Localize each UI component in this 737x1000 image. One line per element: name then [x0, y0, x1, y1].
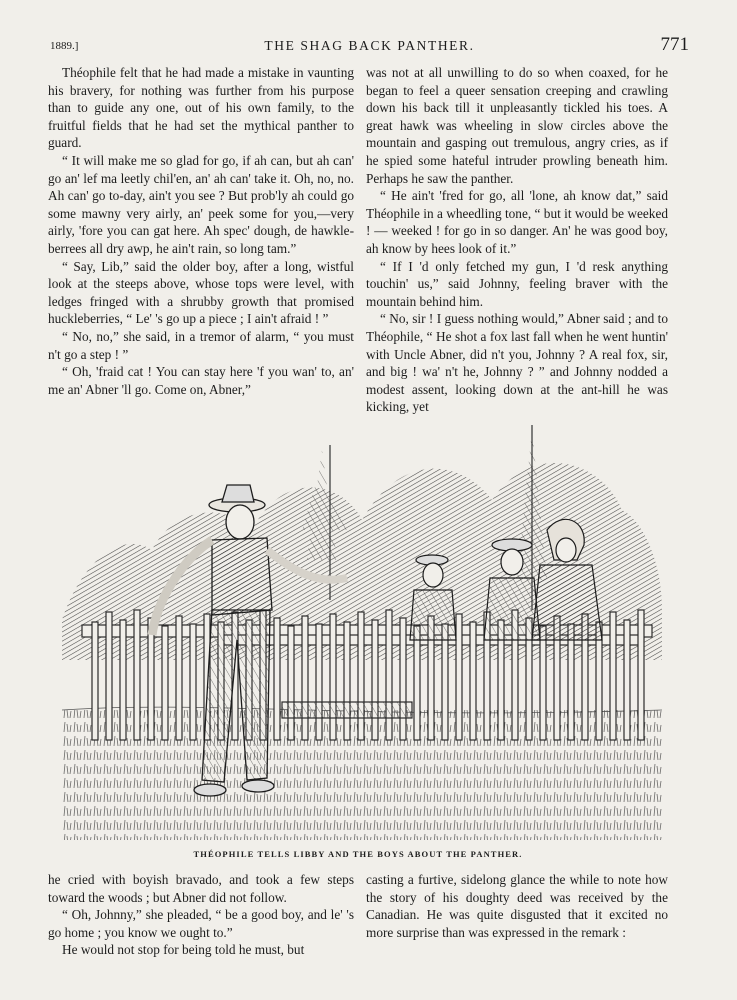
engraving-illustration [62, 410, 662, 840]
illustration-caption: THÉOPHILE TELLS LIBBY AND THE BOYS ABOUT THE PANTHER. [193, 849, 523, 859]
column-top-left [48, 64, 354, 398]
header-title: THE SHAG BACK PANTHER. [264, 38, 475, 53]
paragraph: “ No, sir ! I guess nothing would,” Abner said ; and to Théophile, “ He shot a fox last fall when he went huntin' with Uncle Abner, did n't you, Johnny ? A real fox, sir, and big ! wa' n't he, Johnny ? ” and Johnny nodded a modest assent, looking down at the ant-hill he was kicking, yet [366, 311, 668, 415]
fence-picket [540, 626, 546, 740]
fence-picket [190, 624, 196, 740]
fence-picket [120, 620, 126, 740]
fence-picket [92, 622, 98, 740]
column-top-right [366, 64, 668, 416]
fence-picket [358, 612, 364, 740]
fence-picket [162, 626, 168, 740]
fence-picket [470, 622, 476, 740]
paragraph: casting a furtive, sidelong glance the while to note how the story of his doughty deed was received by the Canadian. He was quite disgusted that it excited no more surprise than was expressed in the remark : [366, 872, 668, 940]
fence-picket [414, 626, 420, 740]
page-number: 771 [660, 34, 689, 55]
fence-picket [106, 612, 112, 740]
column-bottom-left [48, 871, 354, 959]
fence-picket [176, 616, 182, 740]
fence-picket [316, 624, 322, 740]
fence-picket [568, 624, 574, 740]
paragraph: “ Oh, Johnny,” she pleaded, “ be a good boy, and le' 's go home ; you know we ought to.” [48, 907, 354, 940]
fence-picket [134, 610, 140, 740]
fence-picket [330, 614, 336, 740]
paragraph: “ It will make me so glad for go, if ah can, but ah can' go an' lef ma leetly chil'en, an' ah can' take it. Oh, no, no. Ah can' go to-day, ain't you see ? But prob'ly ah could go some mawny very airly, an' peek some for you,—very airly, 'fore you can gat here. Ah spec' dough, de hawkle-berrees all dry awp, he ain't rain, so long tam.” [48, 152, 354, 256]
fence-picket [456, 614, 462, 740]
fence-picket [638, 610, 644, 740]
paragraph: “ If I 'd only fetched my gun, I 'd resk anything touchin' us,” said Johnny, feeling braver with the mountain behind him. [366, 258, 668, 309]
fence-picket [442, 624, 448, 740]
fence-picket [386, 610, 392, 740]
paragraph: he cried with boyish bravado, and took a few steps toward the woods ; but Abner did not follow. [48, 872, 354, 905]
fence-picket [288, 626, 294, 740]
running-head [50, 34, 689, 58]
header-year: 1889.] [50, 40, 79, 52]
column-bottom-right [366, 871, 668, 941]
paragraph: “ He ain't 'fred for go, all 'lone, ah know dat,” said Théophile in a wheedling tone, “ but it would be weeked ! — weeked ! for go in so danger. An' he was good boy, ah know by hees look of it.” [366, 188, 668, 256]
paragraph: “ Say, Lib,” said the older boy, after a long, wistful look at the steeps above, whose tops were level, with ledges fringed with a shrubby growth that promised huckleberries, “ Le' 's go up a piece ; I ain't afraid ! ” [48, 258, 354, 327]
fence-picket [610, 612, 616, 740]
paragraph: “ Oh, 'fraid cat ! You can stay here 'f you wan' to, an' me an' Abner 'll go. Come on, Abner,” [48, 364, 354, 397]
fence-picket [624, 620, 630, 740]
paragraph: Théophile felt that he had made a mistake in vaunting his bravery, for nothing was further from his purpose than to guide any one, out of his own family, to the fruitful fields that he had set the mythical panther to guard. [48, 65, 354, 151]
fence-picket [344, 622, 350, 740]
illustration-svg [62, 410, 662, 840]
fence-picket [372, 620, 378, 740]
fence-picket [400, 618, 406, 740]
fence-picket [274, 618, 280, 740]
fence-picket [302, 616, 308, 740]
fence-picket [148, 618, 154, 740]
paragraph: “ No, no,” she said, in a tremor of alarm, “ you must n't go a step ! ” [48, 328, 354, 362]
paragraph: was not at all unwilling to do so when coaxed, for he began to feel a queer sensation creeping and crawling down his back till it unpleasantly tickled his toes. A great hawk was wheeling in slow circles above the mountain and gasping out tremulous, angry cries, as if he spied some hateful intruder prowling beneath him. Perhaps he saw the panther. [366, 65, 668, 186]
paragraph: He would not stop for being told he must, but [62, 942, 305, 958]
